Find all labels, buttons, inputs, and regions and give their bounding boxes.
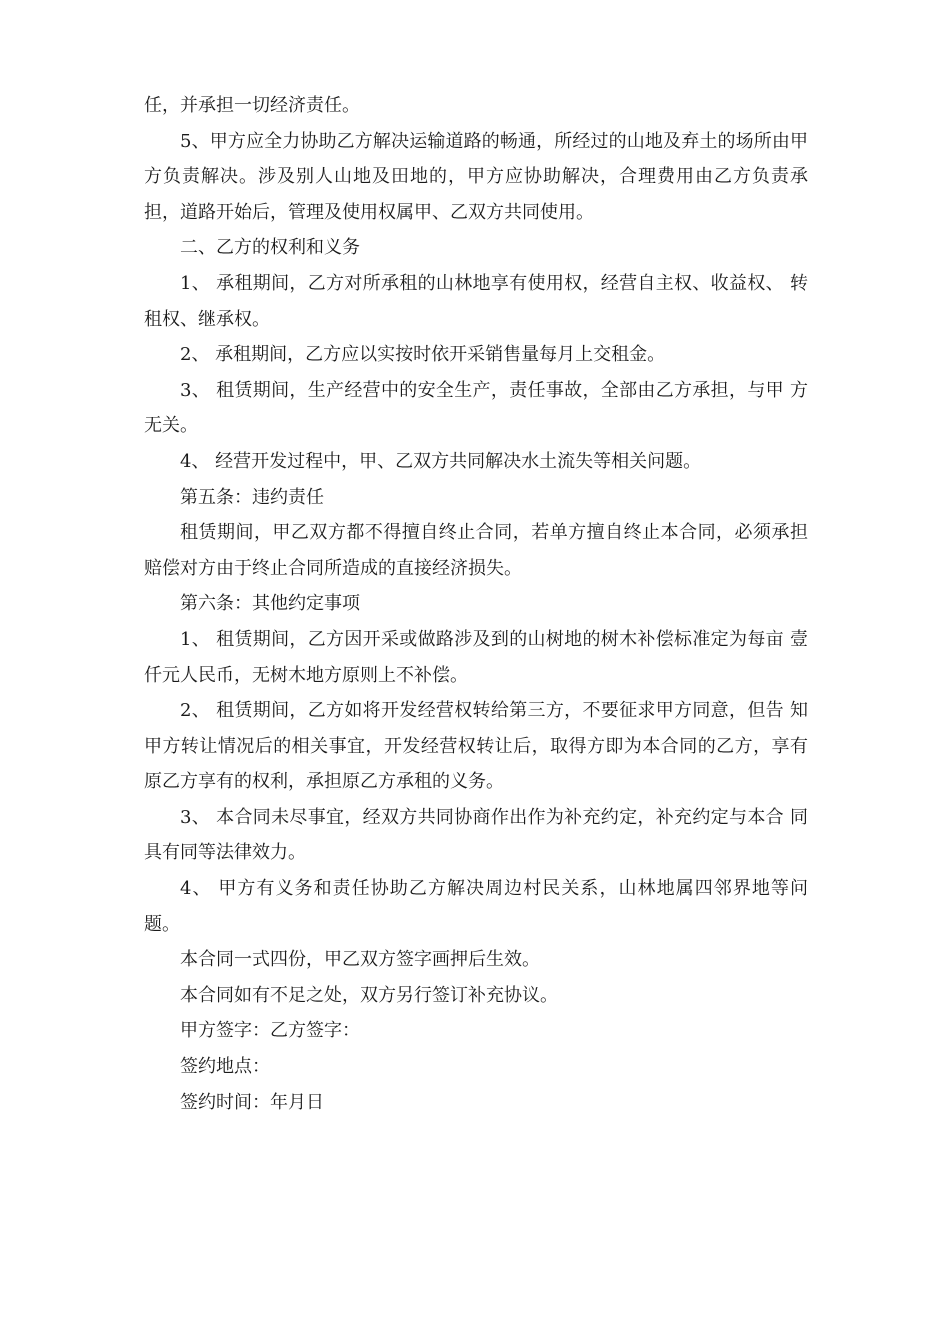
paragraph-continuation: 任，并承担一切经济责任。 — [144, 95, 360, 116]
document-body — [144, 88, 808, 1120]
clause-5-road-access: 5、甲方应全力协助乙方解决运输道路的畅通，所经过的山地及弃土的场所由甲方负责解决。涉及别人山地及田地的，甲方应协助解决，合理费用由乙方负责承担，道路开始后，管理及使用权属甲、乙双方共同使用。 — [144, 130, 808, 223]
rights-item-2: 2、 承租期间，乙方应以实按时依开采销售量每月上交租金。 — [180, 344, 666, 366]
article-6-item-4: 4、 甲方有义务和责任协助乙方解决周边村民关系，山林地属四邻界地等问 题。 — [144, 878, 808, 935]
article-6-item-2: 2、 租赁期间，乙方如将开发经营权转给第三方，不要征求甲方同意，但告 知甲方转让情况后的相关事宜，开发经营权转让后，取得方即为本合同的乙方，享有原乙方享有的权利，承担原乙方承租的义务。 — [144, 700, 808, 793]
rights-item-4: 4、 经营开发过程中，甲、乙双方共同解决水土流失等相关问题。 — [180, 450, 702, 472]
signing-place: 签约地点： — [180, 1056, 270, 1078]
signing-date: 签约时间：年月日 — [180, 1091, 324, 1113]
rights-item-1: 1、 承租期间，乙方对所承租的山林地享有使用权，经营自主权、收益权、 转租权、继承权。 — [144, 272, 808, 330]
rights-item-3: 3、 租赁期间，生产经营中的安全生产，责任事故，全部由乙方承担，与甲 方无关。 — [144, 379, 808, 437]
article-5-body: 租赁期间，甲乙双方都不得擅自终止合同，若单方擅自终止本合同，必须承担赔偿对方由于终止合同所造成的直接经济损失。 — [144, 522, 808, 579]
signature-line: 甲方签字：乙方签字： — [180, 1020, 360, 1042]
article-6-heading: 第六条：其他约定事项 — [180, 593, 360, 615]
article-6-item-1: 1、 租赁期间，乙方因开采或做路涉及到的山树地的树木补偿标准定为每亩 壹仟元人民币，无树木地方原则上不补偿。 — [144, 628, 808, 686]
copies-clause: 本合同一式四份，甲乙双方签字画押后生效。 — [180, 949, 540, 971]
section-heading-party-b-rights: 二、乙方的权利和义务 — [180, 237, 360, 259]
article-5-heading: 第五条：违约责任 — [180, 486, 324, 508]
article-6-item-3: 3、 本合同未尽事宜，经双方共同协商作出作为补充约定，补充约定与本合 同具有同等法律效力。 — [144, 806, 808, 864]
supplement-clause: 本合同如有不足之处，双方另行签订补充协议。 — [180, 984, 558, 1006]
